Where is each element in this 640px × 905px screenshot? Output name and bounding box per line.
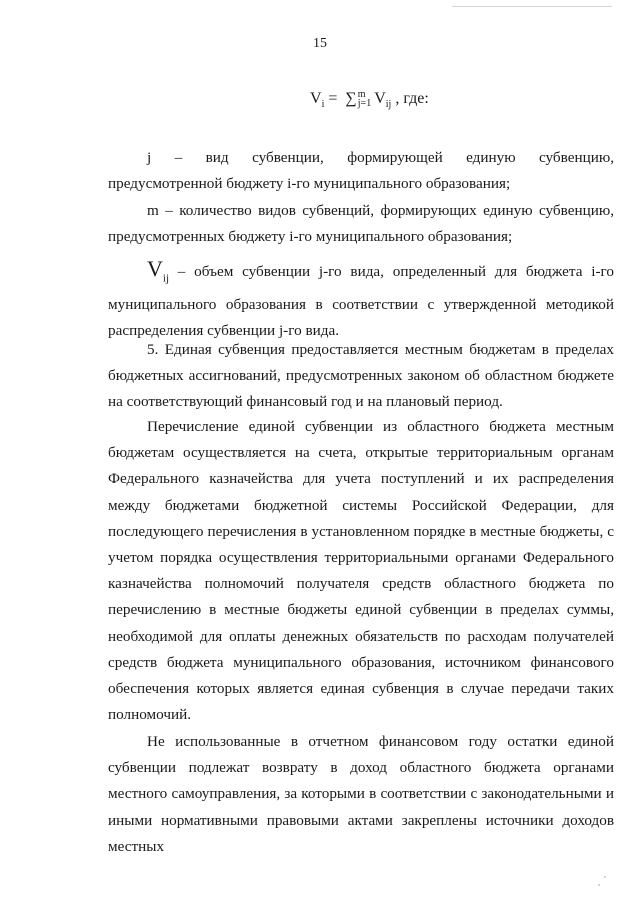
definition-m-text: m – количество видов субвенций, формирующих единую субвенцию, предусмотренных бюджету i-го муниципального образования;: [108, 202, 614, 246]
definition-vij-text: – объем субвенции j-го вида, определенный для бюджета i-го муниципального образования в соответствии с утвержденной методикой распределения субвенции j-го вида.: [108, 263, 614, 339]
vij-subscript: ij: [162, 272, 170, 285]
vij-letter: V: [147, 256, 163, 281]
paragraph-transfer-text: Перечисление единой субвенции из областного бюджета местным бюджетам осуществляется на счета, открытые территориальным органам Федерального казначейства для учета поступлений и их распределения между бюджетами бюджетной системы Российской Федерации, для последующего перечисления в установленном порядке в местные бюджеты, с учетом порядка осуществления территориальными органами Федерального казначейства полномочий получателя средств областного бюджета по перечислению в местные бюджеты единой субвенции в пределах суммы, необходимой для оплаты денежных обязательств по расходам получателей средств бюджета муниципального образования, источником финансового обеспечения которых является единая субвенция в случае передачи таких полномочий.: [108, 418, 614, 724]
scan-speck: [604, 876, 606, 878]
paragraph-unused-balances: [108, 729, 614, 860]
formula-sum-sign: ∑: [345, 90, 357, 107]
definition-j: [108, 145, 614, 197]
formula-term: V: [374, 90, 386, 107]
paragraph-5: [108, 337, 614, 416]
formula-lhs: V: [310, 90, 322, 107]
formula-term-sub: ij: [385, 99, 392, 111]
formula-sum-upper: m: [357, 89, 366, 101]
definition-vij-paragraph: [108, 256, 614, 344]
formula-lhs-sub: i: [321, 99, 325, 111]
paragraph-5-text: 5. Единая субвенция предоставляется местным бюджетам в пределах бюджетных ассигнований, предусмотренных законом об областном бюджете на соответствующий финансовый год и на плановый период.: [108, 341, 614, 411]
page-number: 15: [313, 36, 327, 51]
paragraph-unused-text: Не использованные в отчетном финансовом году остатки единой субвенции подлежат возврату в доход областного бюджета органами местного самоуправления, за которыми в соответствии с законодательными и иными нормативными правовыми актами закреплены источники доходов местных: [108, 733, 614, 855]
scan-speck: [598, 884, 600, 886]
formula-vi: [310, 90, 429, 110]
formula-sum-lower: j=1: [357, 98, 372, 110]
formula-sum-limits: [358, 90, 371, 108]
paragraph-transfer: [108, 414, 614, 728]
scan-edge-line: [452, 6, 612, 7]
definition-j-text: j – вид субвенции, формирующей единую субвенцию, предусмотренной бюджету i-го муниципального образования;: [108, 149, 614, 193]
definition-vij: [108, 256, 614, 344]
formula-tail: , где:: [391, 90, 429, 107]
definition-vij-symbol: [147, 256, 170, 285]
definition-m: [108, 198, 614, 250]
formula-equals: =: [324, 90, 342, 107]
